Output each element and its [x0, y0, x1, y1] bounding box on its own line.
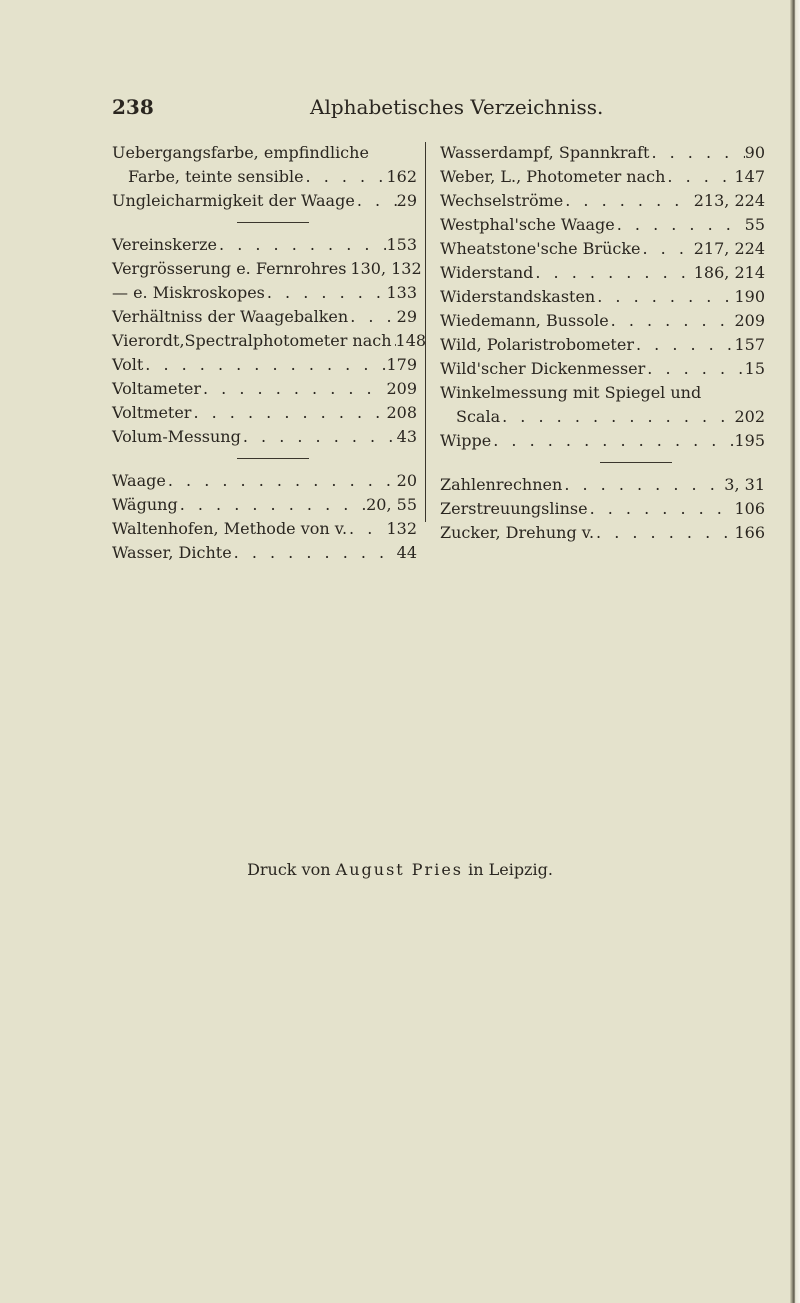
- index-entry: [112, 425, 417, 449]
- index-page-refs: 44: [396, 543, 417, 562]
- index-term: Zerstreuungslinse: [440, 499, 588, 518]
- index-entry: [440, 285, 765, 309]
- index-term: Vierordt,Spectralphotometer nach: [112, 331, 392, 350]
- index-entry: [112, 469, 417, 493]
- index-entry: [112, 401, 417, 425]
- leader-dots: [634, 333, 734, 357]
- index-page-refs: 157: [734, 335, 765, 354]
- index-entry: [112, 189, 417, 213]
- index-term: Vereinskerze: [112, 235, 218, 254]
- section-rule: [112, 449, 417, 469]
- index-entry: [112, 329, 427, 353]
- index-page-refs: 133: [386, 283, 417, 302]
- index-page-refs: 55: [744, 215, 765, 234]
- index-term: Zahlenrechnen: [440, 475, 563, 494]
- index-term: Wechselströme: [440, 191, 564, 210]
- index-term: Verhältniss der Waagebalken: [112, 307, 349, 326]
- leader-dots: [533, 261, 693, 285]
- index-page-refs: 162: [386, 167, 417, 186]
- index-term: Wasserdampf, Spannkraft: [440, 143, 650, 162]
- index-entry: [112, 493, 417, 517]
- leader-dots: [500, 405, 734, 429]
- index-entry: [440, 213, 765, 237]
- page-edge: [790, 0, 800, 1303]
- page-number: 238: [112, 95, 154, 119]
- leader-dots: [347, 517, 386, 541]
- index-page-refs: 20, 55: [366, 495, 417, 514]
- index-entry: [440, 189, 765, 213]
- index-entry: [112, 165, 417, 189]
- leader-dots: [178, 493, 366, 517]
- index-entry: [440, 497, 765, 521]
- leader-dots: [217, 233, 386, 257]
- index-entry: [112, 257, 422, 281]
- index-term: Winkelmessung mit Spiegel und: [440, 383, 702, 402]
- index-term: Weber, L., Photometer nach: [440, 167, 666, 186]
- index-page-refs: 147: [734, 167, 765, 186]
- index-entry: [112, 517, 417, 541]
- index-term: Volt: [112, 355, 144, 374]
- index-entry: [112, 377, 417, 401]
- leader-dots: [241, 425, 397, 449]
- section-rule: [440, 453, 765, 473]
- page-title: Alphabetisches Verzeichniss.: [310, 95, 604, 119]
- leader-dots: [201, 377, 386, 401]
- leader-dots: [665, 165, 734, 189]
- index-entry: [112, 541, 417, 565]
- index-term: Wild'scher Dickenmesser: [440, 359, 646, 378]
- index-entry: [112, 141, 417, 165]
- index-entry: [440, 237, 765, 261]
- index-entry: [112, 233, 417, 257]
- index-entry: [440, 357, 765, 381]
- leader-dots: [166, 469, 397, 493]
- index-entry: [112, 305, 417, 329]
- leader-dots: [645, 357, 744, 381]
- leader-dots: [562, 473, 724, 497]
- index-page-refs: 43: [396, 427, 417, 446]
- leader-dots: [595, 285, 734, 309]
- leader-dots: [594, 521, 734, 545]
- leader-dots: [348, 305, 396, 329]
- index-entry: [112, 281, 417, 305]
- index-term: — e. Miskroskopes: [112, 283, 265, 302]
- leader-dots: [615, 213, 745, 237]
- index-term: Waltenhofen, Methode von v.: [112, 519, 348, 538]
- index-page-refs: 148: [395, 331, 427, 350]
- leader-dots: [588, 497, 735, 521]
- index-page-refs: 106: [734, 499, 765, 518]
- index-entry: [440, 309, 765, 333]
- index-page-refs: 195: [734, 431, 765, 450]
- index-entry: [440, 381, 765, 405]
- imprint-prefix: Druck von: [247, 860, 331, 879]
- leader-dots: [563, 189, 694, 213]
- index-page-refs: 132: [386, 519, 417, 538]
- index-page-refs: 202: [734, 407, 765, 426]
- index-term: Vergrösserung e. Fernrohres: [112, 259, 347, 278]
- index-page-refs: 217, 224: [693, 239, 765, 258]
- index-page-refs: 209: [386, 379, 417, 398]
- leader-dots: [491, 429, 734, 453]
- index-page-refs: 153: [386, 235, 417, 254]
- index-page-refs: 3, 31: [724, 475, 765, 494]
- index-page-refs: 130, 132: [350, 259, 422, 278]
- leader-dots: [232, 541, 397, 565]
- index-page-refs: 208: [386, 403, 417, 422]
- index-page-refs: 190: [734, 287, 765, 306]
- index-term: Volum-Messung: [112, 427, 241, 446]
- index-entry: [440, 473, 765, 497]
- index-term: Waage: [112, 471, 166, 490]
- index-term: Scala: [456, 407, 501, 426]
- leader-dots: [641, 237, 694, 261]
- index-term: Farbe, teinte sensible: [128, 167, 304, 186]
- index-page-refs: 20: [396, 471, 417, 490]
- index-term: Wippe: [440, 431, 492, 450]
- index-page-refs: 179: [386, 355, 417, 374]
- leader-dots: [191, 401, 386, 425]
- index-entry: [440, 141, 765, 165]
- index-entry: [440, 333, 765, 357]
- index-term: Widerstandskasten: [440, 287, 596, 306]
- index-page-refs: 90: [744, 143, 765, 162]
- index-term: Ungleicharmigkeit der Waage: [112, 191, 355, 210]
- index-term: Voltmeter: [112, 403, 192, 422]
- index-entry: [440, 165, 765, 189]
- index-page-refs: 186, 214: [693, 263, 765, 282]
- printer-imprint: [0, 860, 800, 879]
- index-term: Wild, Polaristrobometer: [440, 335, 634, 354]
- leader-dots: [649, 141, 744, 165]
- running-header: [112, 95, 762, 125]
- index-entry: [440, 521, 765, 545]
- leader-dots: [304, 165, 387, 189]
- index-page-refs: 213, 224: [693, 191, 765, 210]
- index-term: Zucker, Drehung v.: [440, 523, 595, 542]
- index-term: Wasser, Dichte: [112, 543, 232, 562]
- index-column-left: [112, 141, 427, 565]
- index-page-refs: 209: [734, 311, 765, 330]
- index-term: Wheatstone'sche Brücke: [440, 239, 641, 258]
- leader-dots: [355, 189, 397, 213]
- section-rule: [112, 213, 417, 233]
- index-page-refs: 29: [396, 191, 417, 210]
- index-entry: [440, 405, 765, 429]
- index-page-refs: 15: [744, 359, 765, 378]
- index-term: Wiedemann, Bussole: [440, 311, 609, 330]
- index-page-refs: 29: [396, 307, 417, 326]
- index-column-right: [440, 141, 765, 545]
- index-page-refs: 166: [734, 523, 765, 542]
- index-entry: [440, 261, 765, 285]
- index-term: Widerstand: [440, 263, 534, 282]
- leader-dots: [143, 353, 386, 377]
- index-entry: [112, 353, 417, 377]
- index-entry: [440, 429, 765, 453]
- imprint-suffix: in Leipzig.: [468, 860, 553, 879]
- index-term: Uebergangsfarbe, empfindliche: [112, 143, 369, 162]
- index-term: Voltameter: [112, 379, 201, 398]
- index-term: Wägung: [112, 495, 178, 514]
- leader-dots: [609, 309, 735, 333]
- imprint-name: August Pries: [335, 860, 463, 879]
- index-term: Westphal'sche Waage: [440, 215, 615, 234]
- leader-dots: [265, 281, 387, 305]
